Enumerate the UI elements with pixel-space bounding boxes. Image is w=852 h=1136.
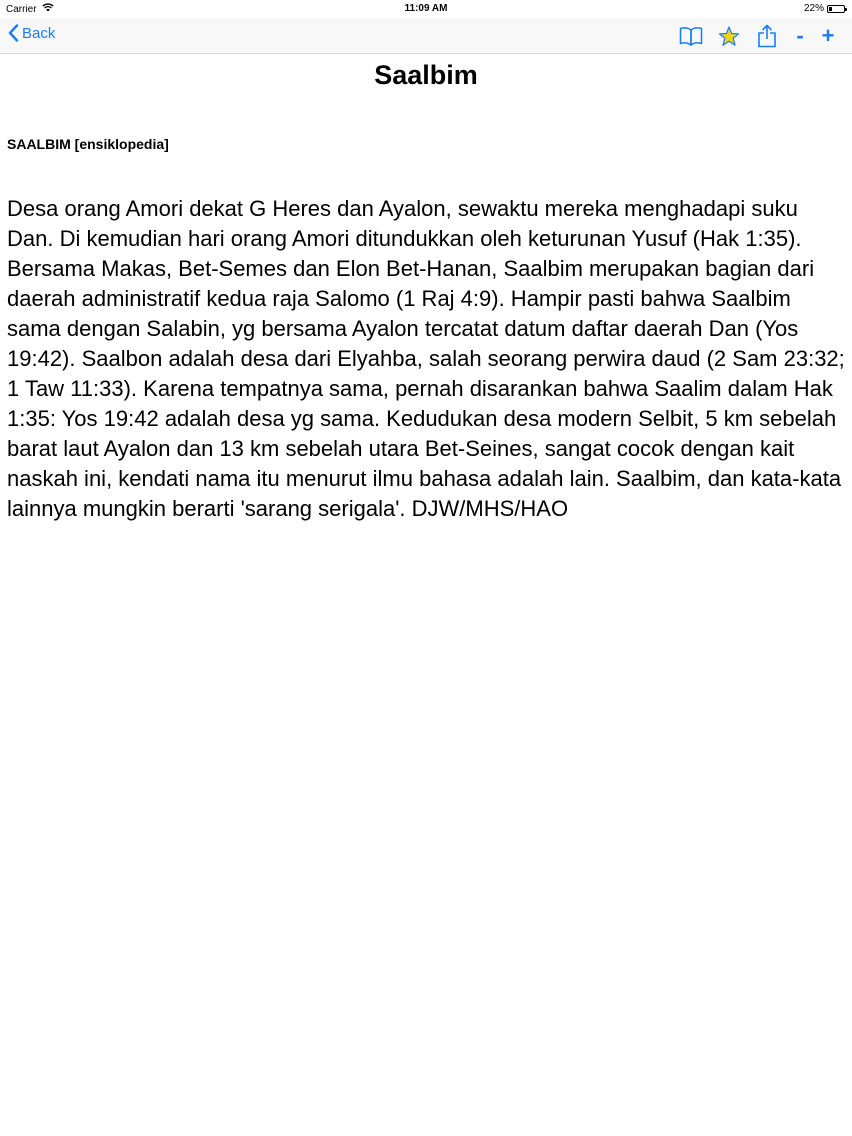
favorite-button[interactable] — [716, 23, 742, 49]
star-icon — [718, 26, 740, 47]
back-label: Back — [22, 24, 56, 42]
battery-icon — [827, 5, 845, 13]
bookmarks-button[interactable] — [678, 23, 704, 49]
page-title: Saalbim — [374, 60, 478, 90]
book-icon — [679, 26, 703, 46]
nav-actions — [678, 23, 836, 49]
share-icon — [757, 24, 777, 48]
status-time: 11:09 AM — [404, 3, 448, 14]
navigation-bar — [0, 18, 852, 54]
entry-body: Desa orang Amori dekat G Heres dan Ayalon, sewaktu mereka menghadapi suku Dan. Di kemudian hari orang Amori ditundukkan oleh keturunan Yusuf (Hak 1:35). Bersama Makas, Bet-Semes dan Elon Bet-Hanan, Saalbim merupakan bagian dari daerah administratif kedua raja Salomo (1 Raj 4:9). Hampir pasti bahwa Saalbim sama dengan Salabin, yg bersama Ayalon tercatat datum daftar daerah Dan (Yos 19:42). Saalbon adalah desa dari Elyahba, salah seorang perwira daud (2 Sam 23:32; 1 Taw 11:33). Karena tempatnya sama, pernah disarankan bahwa Saalim dalam Hak 1:35: Yos 19:42 adalah desa yg sama. Kedudukan desa modern Selbit, 5 km sebelah barat laut Ayalon dan 13 km sebelah utara Bet-Seines, sangat cocok dengan kait naskah ini, kendati nama itu menurut ilmu bahasa adalah lain. Saalbim, dan kata-kata lainnya mungkin berarti 'sarang serigala'. DJW/MHS/HAO — [7, 196, 845, 521]
share-button[interactable] — [754, 23, 780, 49]
status-bar — [0, 0, 852, 18]
decrease-font-icon: - — [796, 23, 804, 48]
increase-font-button[interactable] — [820, 23, 836, 49]
status-right — [804, 3, 845, 14]
chevron-left-icon — [8, 24, 19, 42]
entry-header: SAALBIM [ensiklopedia] — [7, 136, 169, 152]
carrier-label: Carrier — [6, 3, 37, 15]
decrease-font-button[interactable] — [792, 23, 808, 49]
battery-fill — [829, 7, 832, 11]
battery-percentage: 22% — [803, 3, 824, 14]
increase-font-icon: + — [821, 23, 835, 48]
back-button[interactable] — [8, 24, 55, 42]
